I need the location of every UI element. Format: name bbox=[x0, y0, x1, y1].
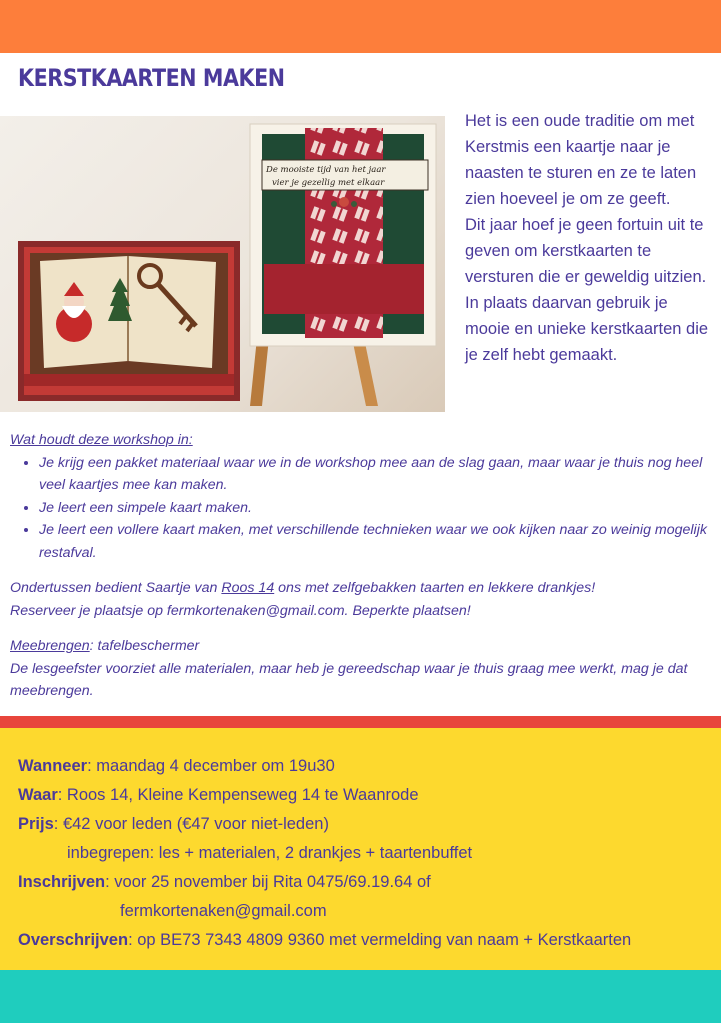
workshop-heading: Wat houdt deze workshop in: bbox=[10, 432, 193, 448]
catering-text-start: Ondertussen bedient Saartje van bbox=[10, 580, 222, 596]
price-row bbox=[18, 810, 718, 839]
when-value: : maandag 4 december om 19u30 bbox=[87, 757, 335, 775]
reservation-note: Reserveer je plaatsje op fermkortenaken@gmail.com. Beperkte plaatsen! bbox=[10, 602, 471, 619]
intro-paragraph-budget: Dit jaar hoef je geen fortuin uit te geven om kerstkaarten te versturen die er geweldig uitzien. In plaats daarvan gebruik je mooie en unieke kerstkaarten die je zelf hebt gemaakt. bbox=[465, 216, 709, 364]
right-christmas-card bbox=[250, 124, 436, 346]
transfer-value: : op BE73 7343 4809 9360 met vermelding van naam + Kerstkaarten bbox=[128, 931, 632, 949]
workshop-bullet: • Je leert een simpele kaart maken. bbox=[39, 497, 710, 520]
register-email: fermkortenaken@gmail.com bbox=[120, 902, 327, 920]
red-divider-band bbox=[0, 716, 721, 728]
where-row bbox=[18, 781, 718, 810]
where-label: Waar bbox=[18, 786, 58, 804]
bottom-teal-band bbox=[0, 970, 721, 1023]
catering-note bbox=[10, 577, 710, 600]
when-row bbox=[18, 752, 718, 781]
register-label: Inschrijven bbox=[18, 873, 106, 891]
transfer-label: Overschrijven bbox=[18, 931, 129, 949]
bring-line bbox=[10, 635, 710, 658]
christmas-cards-photo bbox=[0, 116, 445, 412]
price-included: inbegrepen: les + materialen, 2 drankjes + taartenbuffet bbox=[67, 844, 473, 862]
where-value: : Roos 14, Kleine Kempenseweg 14 te Waanrode bbox=[57, 786, 419, 804]
bring-value: : tafelbeschermer bbox=[89, 638, 200, 654]
workshop-bullet: • Je krijg een pakket materiaal waar we in de workshop mee aan de slag gaan, maar waar je thuis nog heel veel kaartjes mee kan maken. bbox=[39, 452, 710, 497]
workshop-bullet-list bbox=[10, 452, 710, 565]
transfer-row bbox=[18, 926, 718, 955]
workshop-bullet: • Je leert een vollere kaart maken, met verschillende technieken waar we ook kijken naar zo weinig mogelijk restafval. bbox=[39, 519, 710, 564]
event-info bbox=[18, 752, 718, 955]
page-title: KERSTKAARTEN MAKEN bbox=[18, 64, 285, 92]
card-greeting-line2: vier je gezellig met elkaar bbox=[272, 178, 385, 188]
catering-text-end: ons met zelfgebakken taarten en lekkere drankjes! bbox=[274, 580, 596, 596]
bring-note: De lesgeefster voorziet alle materialen, maar heb je gereedschap waar je thuis graag mee werkt, mag je dat meebrengen. bbox=[10, 660, 688, 699]
bring-label: Meebrengen bbox=[10, 638, 90, 654]
price-label: Prijs bbox=[18, 815, 54, 833]
intro-text bbox=[465, 108, 715, 368]
intro-paragraph-tradition: Het is een oude traditie om met Kerstmis een kaartje naar je naasten te sturen en ze te laten zien hoeveel je om ze geeft. bbox=[465, 112, 697, 208]
price-value: : €42 voor leden (€47 voor niet-leden) bbox=[53, 815, 329, 833]
left-christmas-card bbox=[18, 241, 240, 401]
card-greeting-line1: De mooiste tijd van het jaar bbox=[266, 165, 386, 175]
christmas-cards-illustration bbox=[0, 116, 445, 412]
when-label: Wanneer bbox=[18, 757, 88, 775]
register-row bbox=[18, 868, 718, 897]
workshop-section bbox=[10, 429, 710, 703]
top-orange-band bbox=[0, 0, 721, 53]
roos14-link[interactable]: Roos 14 bbox=[221, 580, 275, 596]
register-value: : voor 25 november bij Rita 0475/69.19.64 of bbox=[105, 873, 431, 891]
